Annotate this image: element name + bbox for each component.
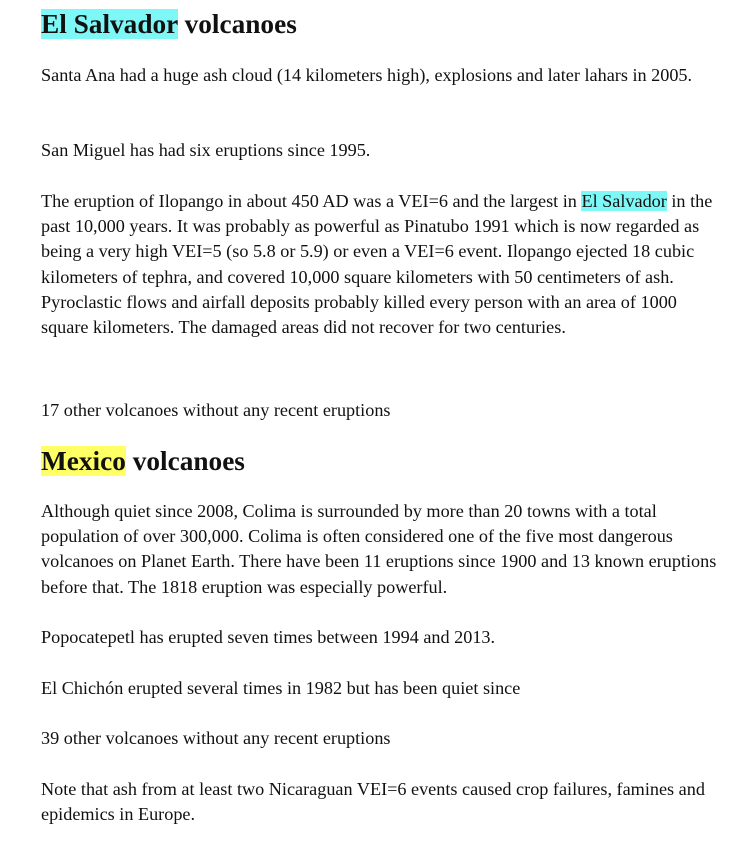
paragraph-popocatepetl: Popocatepetl has erupted seven times between 1994 and 2013. bbox=[41, 627, 496, 647]
paragraph-el-chichon: El Chichón erupted several times in 1982 but has been quiet since bbox=[41, 678, 521, 698]
highlighted-term: Mexico bbox=[41, 446, 126, 476]
highlighted-term: El Salvador bbox=[581, 191, 667, 211]
paragraph-santa-ana: Santa Ana had a huge ash cloud (14 kilometers high), explosions and later lahars in 2005. bbox=[41, 65, 693, 85]
paragraph-colima: Although quiet since 2008, Colima is surrounded by more than 20 towns with a total population of over 300,000. Colima is often considered one of the five most dangerous volcanoes on Planet Earth. There have been 11 eruptions since 1900 and 13 known eruptions before that. The 1818 eruption was especially powerful. bbox=[41, 501, 717, 597]
paragraph-other-volcanoes-mexico: 39 other volcanoes without any recent eruptions bbox=[41, 728, 391, 748]
highlighted-term: El Salvador bbox=[41, 9, 178, 39]
section-heading-el-salvador bbox=[41, 9, 297, 39]
paragraph-san-miguel: San Miguel has had six eruptions since 1995. bbox=[41, 140, 371, 160]
heading-suffix: volcanoes bbox=[177, 9, 297, 39]
paragraph-nicaragua-note: Note that ash from at least two Nicaraguan VEI=6 events caused crop failures, famines and epidemics in Europe. bbox=[41, 779, 705, 825]
paragraph-ilopango bbox=[41, 189, 721, 340]
paragraph-other-volcanoes-el-salvador: 17 other volcanoes without any recent eruptions bbox=[41, 400, 391, 420]
section-heading-mexico bbox=[41, 446, 245, 476]
heading-suffix: volcanoes bbox=[125, 446, 245, 476]
text: The eruption of Ilopango in about 450 AD was a VEI=6 and the largest in bbox=[41, 191, 582, 211]
text: in the past 10,000 years. It was probably as powerful as Pinatubo 1991 which is now regarded as being a very high VEI=5 (so 5.8 or 5.9) or even a VEI=6 event. Ilopango ejected 18 cubic kilometers of tephra, and covered 10,000 square kilometers with 50 centimeters of ash. Pyroclastic flows and airfall deposits probably killed every person with an area of 1000 square kilometers. The damaged areas did not recover for two centuries. bbox=[41, 191, 713, 338]
